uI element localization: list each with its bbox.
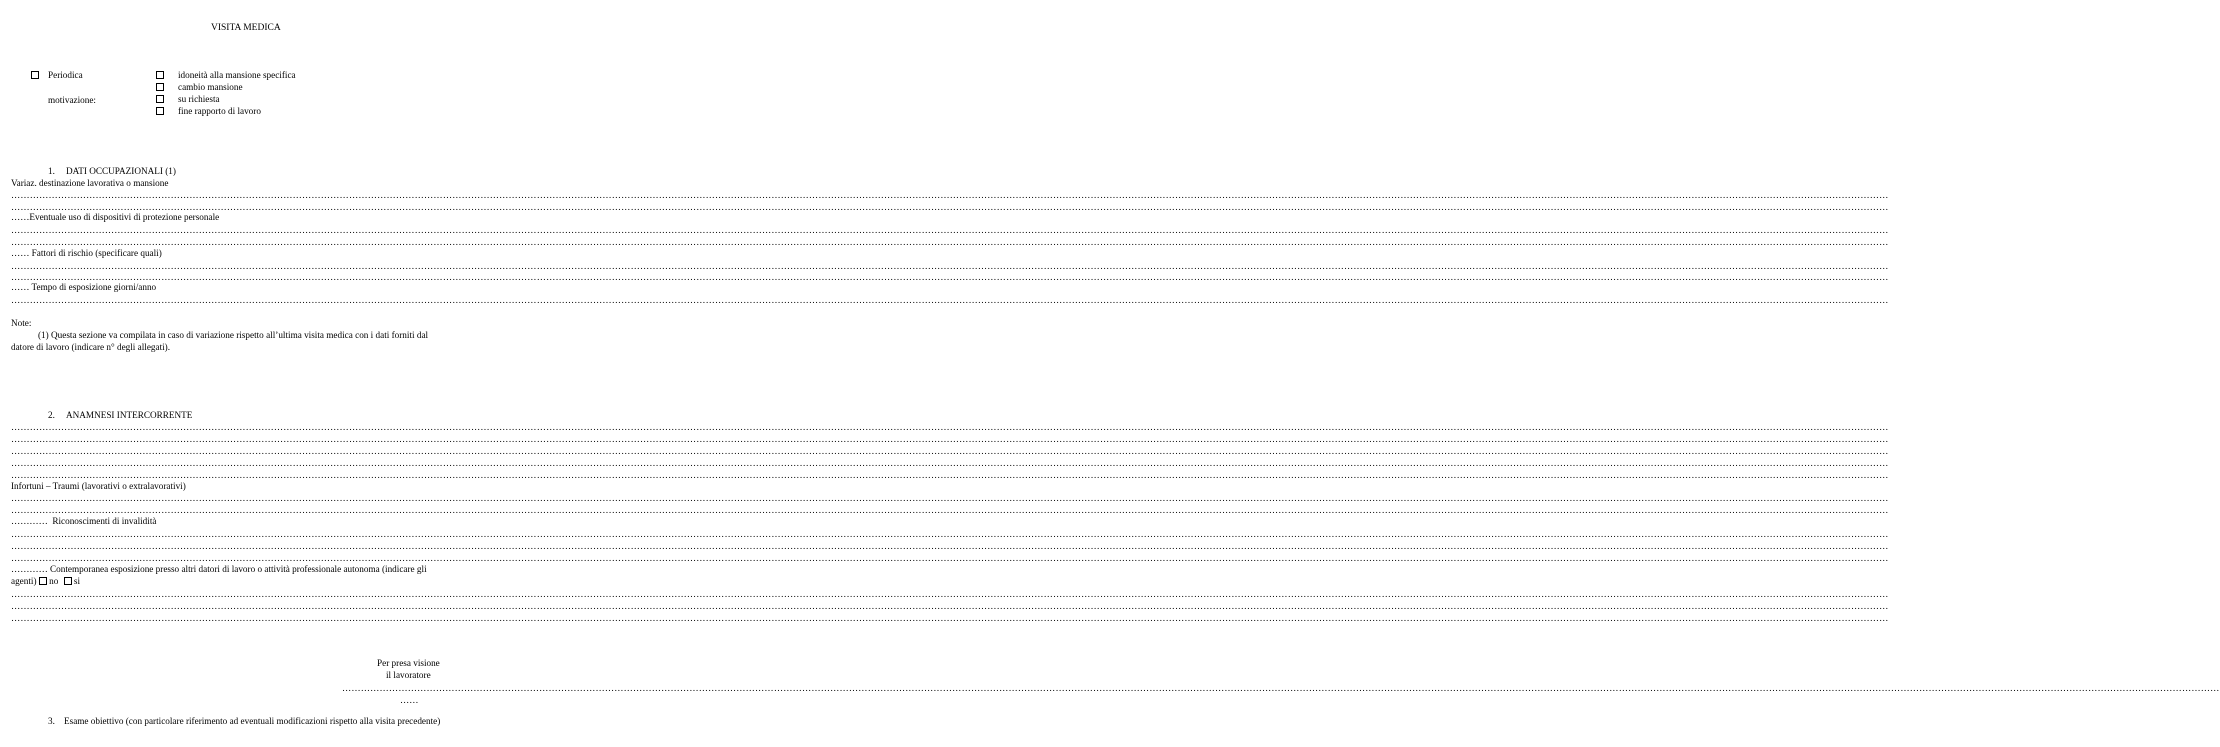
- infortuni-label: Infortuni – Traumi (lavorativi o extralavorativi): [11, 481, 186, 491]
- variaz-dotline-2[interactable]: ……………………………………………………………………………………………………………………………………………………………………………………………………………………………………………………………………………………………………………………………………………………………………………………………………………………………………………………………………………………………………………………………………………………: [11, 202, 1889, 212]
- contemporanea-dotline-3[interactable]: ……………………………………………………………………………………………………………………………………………………………………………………………………………………………………………………………………………………………………………………………………………………………………………………………………………………………………………………………………………………………………………………………………………………: [11, 613, 1889, 623]
- tempo-prefix: ……: [11, 282, 30, 292]
- note-line-1: (1) Questa sezione va compilata in caso di variazione rispetto all’ultima visita medica con i dati forniti dal: [38, 330, 429, 340]
- section3-number: 3.: [48, 716, 55, 726]
- section3-title: Esame obiettivo (con particolare riferimento ad eventuali modificazioni rispetto alla visita precedente): [64, 716, 441, 726]
- riconoscimenti-dotline-1[interactable]: ……………………………………………………………………………………………………………………………………………………………………………………………………………………………………………………………………………………………………………………………………………………………………………………………………………………………………………………………………………………………………………………………………………………: [11, 529, 1889, 539]
- fattori-dotline-2[interactable]: ……………………………………………………………………………………………………………………………………………………………………………………………………………………………………………………………………………………………………………………………………………………………………………………………………………………………………………………………………………………………………………………………………………………: [11, 272, 1889, 282]
- fattori-dotline-1[interactable]: ……………………………………………………………………………………………………………………………………………………………………………………………………………………………………………………………………………………………………………………………………………………………………………………………………………………………………………………………………………………………………………………………………………………: [11, 261, 1889, 271]
- riconoscimenti-dotline-2[interactable]: ……………………………………………………………………………………………………………………………………………………………………………………………………………………………………………………………………………………………………………………………………………………………………………………………………………………………………………………………………………………………………………………………………………………: [11, 541, 1889, 551]
- note-line-2: datore di lavoro (indicare n° degli allegati).: [11, 342, 171, 352]
- presa-visione-label: Per presa visione: [377, 658, 440, 668]
- dpi-label: Eventuale uso di dispositivi di protezione personale: [29, 212, 220, 222]
- riconoscimenti-row: [11, 516, 156, 527]
- signature-dotline[interactable]: ……………………………………………………………………………………………………………………………………………………………………………………………………………………………………………………………………………………………………………………………………………………………………………………………………………………………………………………………………………………………………………………………………………………: [342, 683, 2220, 693]
- dpi-dotline-2[interactable]: ……………………………………………………………………………………………………………………………………………………………………………………………………………………………………………………………………………………………………………………………………………………………………………………………………………………………………………………………………………………………………………………………………………………: [11, 237, 1889, 247]
- anamnesi-dotline-2[interactable]: ……………………………………………………………………………………………………………………………………………………………………………………………………………………………………………………………………………………………………………………………………………………………………………………………………………………………………………………………………………………………………………………………………………………: [11, 434, 1889, 444]
- section2-number: 2.: [48, 410, 55, 420]
- dpi-dotline-1[interactable]: ……………………………………………………………………………………………………………………………………………………………………………………………………………………………………………………………………………………………………………………………………………………………………………………………………………………………………………………………………………………………………………………………………………………: [11, 225, 1889, 235]
- infortuni-dotline-2[interactable]: ……………………………………………………………………………………………………………………………………………………………………………………………………………………………………………………………………………………………………………………………………………………………………………………………………………………………………………………………………………………………………………………………………………………: [11, 505, 1889, 515]
- riconoscimenti-dotline-3[interactable]: ……………………………………………………………………………………………………………………………………………………………………………………………………………………………………………………………………………………………………………………………………………………………………………………………………………………………………………………………………………………………………………………………………………………: [11, 553, 1889, 563]
- anamnesi-dotline-1[interactable]: ……………………………………………………………………………………………………………………………………………………………………………………………………………………………………………………………………………………………………………………………………………………………………………………………………………………………………………………………………………………………………………………………………………………: [11, 422, 1889, 432]
- section1-number: 1.: [48, 166, 55, 176]
- tempo-dotline-1[interactable]: ……………………………………………………………………………………………………………………………………………………………………………………………………………………………………………………………………………………………………………………………………………………………………………………………………………………………………………………………………………………………………………………………………………………: [11, 295, 1889, 305]
- su-richiesta-label: su richiesta: [178, 94, 220, 104]
- cambio-mansione-checkbox[interactable]: [156, 83, 164, 91]
- anamnesi-dotline-5[interactable]: ……………………………………………………………………………………………………………………………………………………………………………………………………………………………………………………………………………………………………………………………………………………………………………………………………………………………………………………………………………………………………………………………………………………: [11, 470, 1889, 480]
- si-label: si: [73, 576, 81, 586]
- section1-title: DATI OCCUPAZIONALI (1): [66, 166, 176, 176]
- cambio-mansione-label: cambio mansione: [178, 82, 243, 92]
- variaz-dotline-1[interactable]: ……………………………………………………………………………………………………………………………………………………………………………………………………………………………………………………………………………………………………………………………………………………………………………………………………………………………………………………………………………………………………………………………………………………: [11, 190, 1889, 200]
- dpi-prefix: ……: [11, 212, 30, 222]
- contemporanea-prefix: …………: [11, 564, 48, 574]
- agenti-row: [11, 576, 80, 587]
- page-title: VISITA MEDICA: [211, 23, 281, 33]
- tempo-label: Tempo di esposizione giorni/anno: [31, 282, 157, 292]
- no-checkbox[interactable]: [39, 577, 47, 585]
- note-label: Note:: [11, 318, 32, 328]
- idoneita-checkbox[interactable]: [156, 71, 164, 79]
- fattori-row: [11, 248, 162, 259]
- section2-title: ANAMNESI INTERCORRENTE: [66, 410, 193, 420]
- no-label: no: [49, 576, 59, 586]
- idoneita-label: idoneità alla mansione specifica: [178, 70, 296, 80]
- fine-rapporto-label: fine rapporto di lavoro: [178, 106, 261, 116]
- infortuni-dotline-1[interactable]: ……………………………………………………………………………………………………………………………………………………………………………………………………………………………………………………………………………………………………………………………………………………………………………………………………………………………………………………………………………………………………………………………………………………: [11, 493, 1889, 503]
- lavoratore-label: il lavoratore: [386, 670, 431, 680]
- fine-rapporto-checkbox[interactable]: [156, 107, 164, 115]
- contemporanea-line-1: Contemporanea esposizione presso altri datori di lavoro o attività professionale autonoma (indicare gli: [50, 564, 427, 574]
- contemporanea-dotline-2[interactable]: ……………………………………………………………………………………………………………………………………………………………………………………………………………………………………………………………………………………………………………………………………………………………………………………………………………………………………………………………………………………………………………………………………………………: [11, 601, 1889, 611]
- contemporanea-dotline-1[interactable]: ……………………………………………………………………………………………………………………………………………………………………………………………………………………………………………………………………………………………………………………………………………………………………………………………………………………………………………………………………………………………………………………………………………………: [11, 589, 1889, 599]
- riconoscimenti-label: Riconoscimenti di invalidità: [52, 516, 157, 526]
- periodica-label: Periodica: [48, 70, 83, 80]
- si-checkbox[interactable]: [64, 577, 72, 585]
- fattori-label: Fattori di rischio (specificare quali): [31, 248, 162, 258]
- tempo-row: [11, 282, 156, 293]
- su-richiesta-checkbox[interactable]: [156, 95, 164, 103]
- variaz-label: Variaz. destinazione lavorativa o mansione: [11, 178, 169, 188]
- anamnesi-dotline-3[interactable]: ……………………………………………………………………………………………………………………………………………………………………………………………………………………………………………………………………………………………………………………………………………………………………………………………………………………………………………………………………………………………………………………………………………………: [11, 446, 1889, 456]
- fattori-prefix: ……: [11, 248, 30, 258]
- dpi-row: [11, 212, 219, 223]
- signature-short-dots: ……: [400, 695, 419, 705]
- anamnesi-dotline-4[interactable]: ……………………………………………………………………………………………………………………………………………………………………………………………………………………………………………………………………………………………………………………………………………………………………………………………………………………………………………………………………………………………………………………………………………………: [11, 458, 1889, 468]
- periodica-checkbox[interactable]: [31, 71, 39, 79]
- agenti-label: agenti): [11, 576, 37, 586]
- motivazione-label: motivazione:: [48, 95, 96, 105]
- riconoscimenti-prefix: …………: [11, 516, 48, 526]
- contemporanea-row: [11, 564, 427, 575]
